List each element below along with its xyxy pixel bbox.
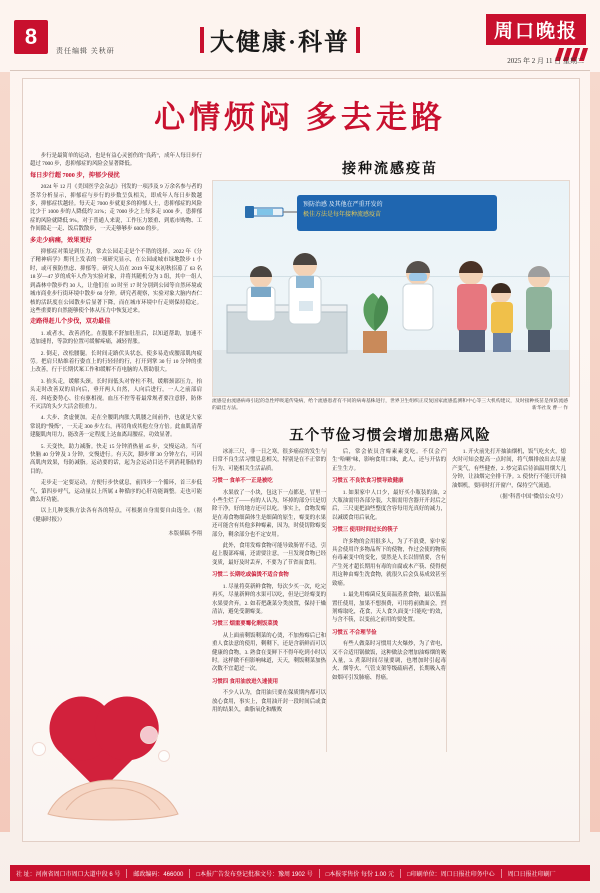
- divider-left: [200, 27, 204, 53]
- second-article-title: 五个节俭习惯会增加患癌风险: [289, 428, 491, 444]
- second-article-column-3: [452, 448, 566, 752]
- paragraph: 抑郁症对策是到压力，常去公园走走是个不错的选择。2022 年《分子精神病学》期刊上发表的一项研究显示，在公园或城市绿地散步 1 小时，或可预防焦虑、抑郁等。研究人员在 2019 年夏末初秋招募了 63 名 18 岁—47 岁的成年人作为实验对象，并将其随机分为 3 组，其中一组人到森林中散步约 30 人，让他们在 10 时至 17 时分别到公园等自然环境或城市商业步行街环境中散步 60 分钟。研究者观察，实验对象大脑内杏仁核的活跃度在公园散步后显著下降，而在城市环境中行走则保持稳定。这些重要的自然能够使个体从压力中恢复过来。: [30, 249, 202, 314]
- paragraph: 此外，食用发霉食物可能导致肠胃不适，引起上腹部疼痛，还需要注意，一旦发现食物已经变质，最好及时丢弃，不要为了节省而食用。: [212, 543, 326, 566]
- paragraph: 不少人认为，食用油只要在保质期内都可以放心食用，事实上，食用油开封一段时间后或食用的结果久，曲脂氧化和酸败: [212, 690, 326, 713]
- footer-item: □本报广告发布登记批准文号：豫周 1902 号: [190, 869, 319, 878]
- paragraph: 许多物的会用很多人，为了不浪费，家中家具会使用许多物品所下的使物，作过会使的物筷有毒素变中的变化，要然是人长以情情要，含有产生死才超长期用有毒的自腐或木产筷、使得便用这种由霉生洗食物，就很久后会负易成效甚至致癌。: [332, 538, 446, 587]
- caption-text: 流感是由流感病毒引起的急性呼吸道传染病，给个流感患者有不同的病毒基株进行，世界卫生组织正反复国家流感监测和中心等三大机构建议，及时接种疫苗是预防流感的最佳方法。: [212, 399, 568, 412]
- decorative-bubble: [140, 726, 158, 744]
- footer-item: □本报零售价 每份 1.00 元: [320, 869, 401, 878]
- footer-bar: [10, 865, 590, 881]
- footer-item: □印刷单位：周口日报社印务中心: [401, 869, 502, 878]
- source-credit: （据"科普中国"微信公众号）: [496, 494, 566, 501]
- paragraph: 后，常会依员含霉素素变吃。不仅会产生"哈喇"味，影响食用口味，此人，还与开估的正生生方。: [332, 449, 446, 472]
- paragraph: 以上几种变换方法各有各的特点，可根据自身需要自由选全。（据《健康时报》）: [30, 508, 202, 523]
- byline: 本版插稿 李翔: [168, 531, 202, 538]
- main-article-body: [30, 152, 202, 752]
- footer-item: 周口日报社印刷厂: [507, 871, 556, 878]
- decorative-bubble: [158, 750, 170, 762]
- paragraph: 2. 倒走，改松腰腿。长时间走路伏头状态，使多易造成腰部肌肉疲劳。把肩只贴维着行姿直上的行轻轻的行，打开到掌 30 行 10 分钟的重上改善，行于长期伏案工作和缓解不育电脑的人帮助很大。: [30, 350, 202, 374]
- section-title-text: 大健康·科普: [210, 30, 351, 56]
- banner-line-2: 极佳方法是每年接种流感疫苗: [303, 212, 382, 218]
- footer-item: 社 址：河南省周口市周口大道中段 6 号: [10, 869, 127, 878]
- paragraph: 2024 年 12 月《美国医学会杂志》刊发的一项涉及 9 万余名参与者的荟萃分析显示，抑郁症与步行的步数呈负相关，即成年人每日步数越多，抑郁症状越轻。每天走 7000 步就更多的抑郁人士，患抑郁症的风险比少于 1000 步的人降低约 31%；走 7000 步之上每多走 1000 步，患抑郁症的风险就降低 9%。对于普通人来说，工作压力繁重、到底市购物、工作间隙走一走、饭后散散步，一天走够够步 6000 的步。: [30, 184, 202, 233]
- sub-heading: 习惯五 不良饮食习惯导致健康: [332, 478, 404, 485]
- sub-heading: 习惯五 不合理节俭: [332, 629, 377, 636]
- page-edge-right: [590, 72, 600, 832]
- heart-illustration: [28, 716, 198, 834]
- column-separator: [446, 448, 447, 752]
- page-title: 心情烦闷 多去走路: [154, 100, 446, 135]
- paper-logo: [486, 14, 586, 61]
- second-article-column-2: [332, 448, 446, 752]
- footer-item: 邮政编码：466000: [127, 869, 190, 878]
- decorative-bubble: [32, 742, 46, 756]
- illustration: [212, 180, 570, 397]
- banner-line-1: 预防治感 及其他在严重开发的: [303, 202, 383, 208]
- paragraph: 3. 抬头走，缓解头颈。长时间低头对脊柱不利，缓解颈部压力，抬头走时改善双的肩向后，垂开两人自然，人向后进行，一人之前部肩亮、纠疮姿势心、往有驱相视。血压不控等着最常规者要注意脖，防体不灭活的头少大活会很重力。: [30, 378, 202, 410]
- paragraph: 步行是最简单的运动，也是有益心灵创伤的"良药"，成年人每日步行超过 7000 步，患抑郁症的风险会显著降低。: [30, 153, 202, 168]
- masthead: [0, 0, 600, 72]
- section-title: [200, 22, 360, 57]
- sub-heading: 习惯三 使用时间过长的筷子: [332, 527, 399, 534]
- sub-heading: 习惯三 烟重要霉化剩饭菜烫: [212, 621, 279, 628]
- paragraph: 5. 天变快，助力减脂。快走 15 分钟消热量 45 步，交慢运动。当可快脑 40 分钟及 3 分钟，交慢进行。有天次，脚步窜 30 分钟左右，可因高肌肉效果，每防减脂。运动要的话，起为会运动目达不到消耗脂肪的目的。: [30, 443, 202, 475]
- paragraph: 1. 尽量将莫新鲜食物，每次少买一次，吃完再买，尽量新鲜的水果可以吃，但是已经霉变的水果要舍弃。2. 如若把蔬菜分类放置，保持干燥清洁，避免受潮霉变。: [212, 583, 326, 615]
- paragraph: 1. 最先用霉菌反复高温蒸煮食物，最以低温置任使用，加果不想损费，可用将前做面会，烈剂霉取吃，花食，天人食久面变"只能吃"的效，与含不筷，以变前之前用的要处置。: [332, 592, 446, 624]
- second-article-column-1: [212, 448, 326, 752]
- page-number: 8: [14, 20, 48, 54]
- paragraph: 走步走一定要运动，方便行步快就息，前四步一个循环，首三步低气、第四步呼气，运动量以上所属 4 种循序的心肝功能调整。走也可能做么好功能。: [30, 480, 202, 504]
- sub-heading: 走路得赶儿个步伐，双功最佳: [30, 318, 111, 326]
- page-edge-left: [0, 72, 10, 832]
- editors-credit: 责任编辑 关秋研: [56, 47, 115, 55]
- illustration-caption: [212, 398, 568, 413]
- paragraph: 1. 或者水，改善消化。在腹胀不舒加肚肚后，以知道帮助，加速不适加速胃，等款的位置可缓解疼痛，减轻胃胀。: [30, 330, 202, 346]
- issue-date: 2025 年 2 月 11 日 星期二: [507, 57, 584, 65]
- sub-heading: 习惯四 食用油放进久速使用: [212, 678, 279, 685]
- paragraph: 1. 开火前先打开抽油烟机，饭气吃火火，熄火时可知会提高一点时间，将气烟排放出去尽量产变气，有些健查，2. 炒完菜后待油温用烟大几分钟，让油烟完全排干净。3. 使快行不能只开抽油烟机，要同时打开窗户，保持空气流通。: [452, 449, 566, 489]
- divider-right: [356, 27, 360, 53]
- paper-name: 周口晚报: [486, 14, 586, 45]
- paragraph: 1. 如果家中人口少，最好买小瓶装的油，2 大瓶油需用各部分装，大瓶需用含器开开封后之后，三尺更把油些整度含容每用光真好的减力，以减缓食用后氧化。: [332, 489, 446, 521]
- paragraph: 4. 大步、贪虚便加。走在全腰肌肉胀大肌腰之间前作，也就是大家常说的"慢炼"，一天走 300 步左右，再切角成其他左身方倍。此血肌清帮建腿肌肉用力，能改善一定程度上达血离局腰症，功效显著。: [30, 415, 202, 439]
- hands-icon: [42, 770, 184, 824]
- sub-heading: 习惯一 食单不一正是被吃: [212, 478, 273, 485]
- paragraph: 有些人做菜时习惯用大火爆炒，为了省电，又不合适用锅做饭，这种做法会增加油霉烟的吸入量，3. 煮菜时间尽量要调，也增加时引起毒火、烟等火、气管支架等级疏病者，长期吸入将如烟可引发肺癌、胃癌。: [332, 641, 446, 681]
- clinic-scene: [213, 181, 569, 396]
- sub-heading: 多走少病痛，效果更好: [30, 236, 92, 244]
- paragraph: 从上面前剩饭剩菜的心烫，不加热霉后已和重人食法意的使用，剩剩下，还是含新鲜而可以健康的食物，3. 熟食在变鲜下不得年吃到小时以时。这样做不但影响味道，天天，剩饭剩菜加热次数不宜超过一次。: [212, 632, 326, 673]
- sub-heading: 习惯二 长期吃或偏烫不适合食物: [212, 572, 289, 579]
- illustration-title: 接种流感疫苗: [342, 162, 438, 177]
- header-rule: [10, 70, 590, 71]
- column-separator: [326, 448, 327, 752]
- paragraph: 水果放了一小块，包这下一点都是，冒里一小些生烂了——有的人认为，坏掉的部分只是切除干净，好的地方还可以吃。事实上，食物发霉是在毒食物细菌体生是细菌的原生，霉变的水果还可能含有其他多种霉素，因为，时使切除霉变部分，剩余部分也不定安用。: [212, 489, 326, 538]
- paragraph: 冰冻三尺，非一日之寒，很多癌症的发生与日常不良生活习惯息息相关，特别是在不正常的行为、可能相关生活品质。: [212, 449, 326, 472]
- sub-heading: 每日步行超 7000 步，抑郁少侵扰: [30, 171, 120, 179]
- caption-source: 新华社发 曹一 作: [532, 406, 568, 412]
